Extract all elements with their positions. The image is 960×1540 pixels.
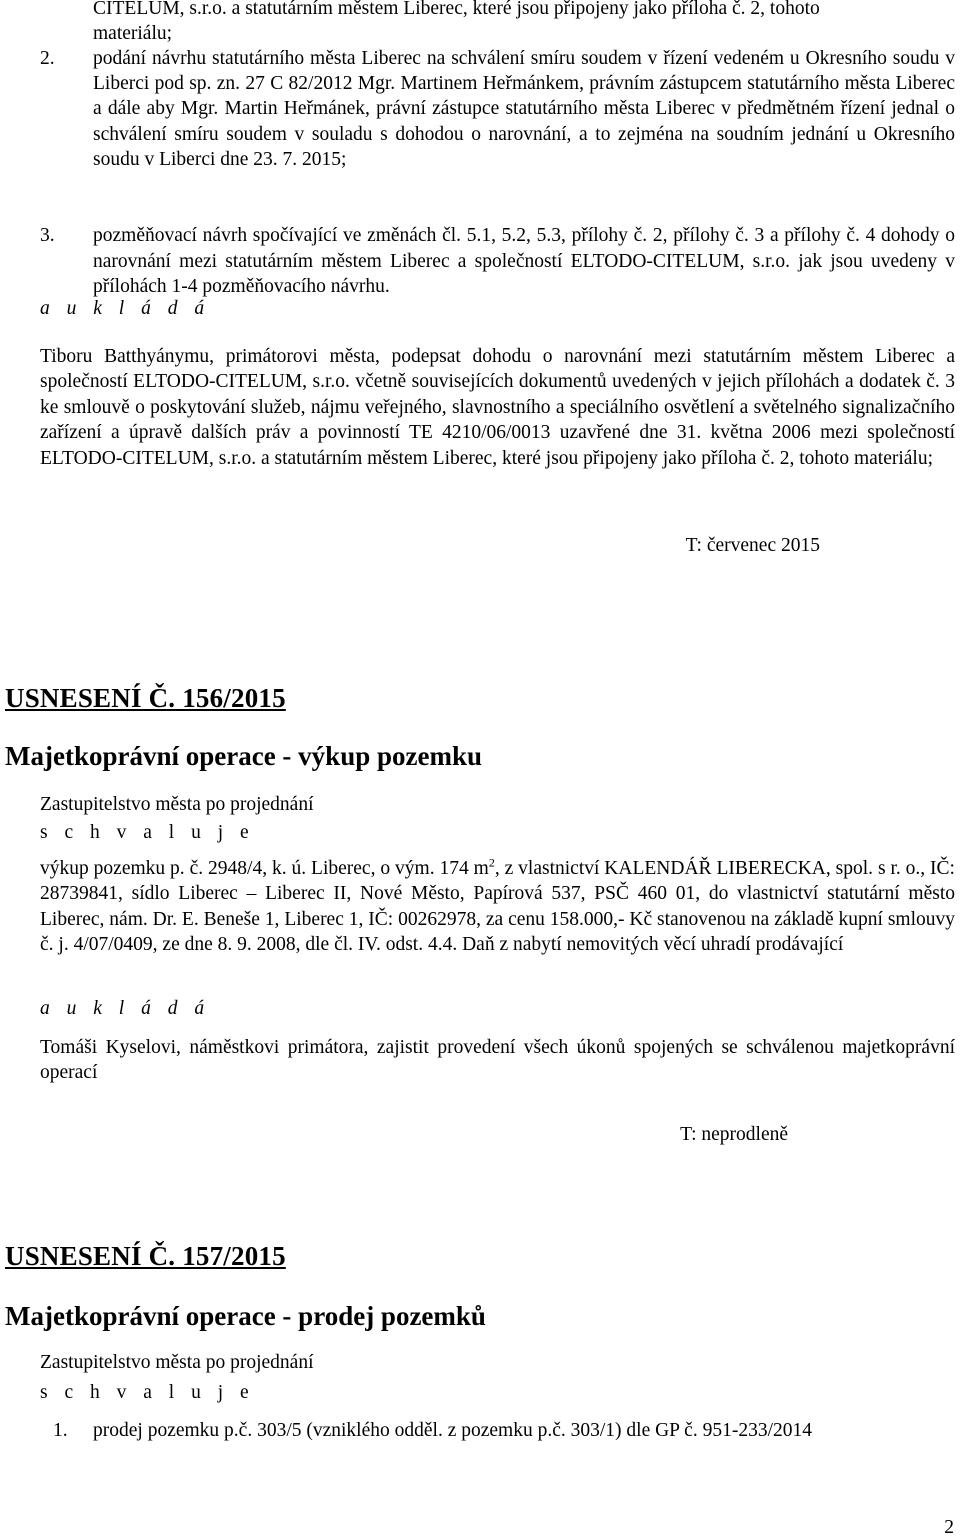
deadline: T: neprodleně xyxy=(680,1124,788,1145)
resolution-intro: Zastupitelstvo města po projednání xyxy=(40,794,314,815)
resolution-intro: Zastupitelstvo města po projednání xyxy=(40,1352,314,1373)
resolution-text xyxy=(40,856,955,958)
resolution-subject: Majetkoprávní operace - prodej pozemků xyxy=(5,1301,486,1331)
list-item-text: podání návrhu statutárního města Liberec na schválení smíru soudem v řízení vedeném u Okresního soudu v Liberci pod sp. zn. 27 C 82/2012 Mgr. Martinem Heřmánkem, právním zástupcem statutárního města Liberec a dále aby Mgr. Martin Heřmánek, právní zástupce statutárního města Liberec v předmětném řízení jednal o schválení smíru soudem v souladu s dohodou o narovnání, a to zejména na soudním jednání u Okresního soudu v Liberci dne 23. 7. 2015; xyxy=(93,48,955,170)
resolution-title: USNESENÍ Č. 157/2015 xyxy=(5,1241,286,1271)
continuation-line: CITELUM, s.r.o. a statutárním městem Liberec, které jsou připojeny jako příloha č. 2, tohoto xyxy=(93,0,820,19)
page-number: 2 xyxy=(944,1517,954,1538)
ukladá-label: a u k l á d á xyxy=(40,998,211,1019)
resolution-subject: Majetkoprávní operace - výkup pozemku xyxy=(5,741,482,771)
ukladá-text: Tomáši Kyselovi, náměstkovi primátora, zajistit provedení všech úkonů spojených se schválenou majetkoprávní operací xyxy=(40,1037,955,1084)
list-item-text: prodej pozemku p.č. 303/5 (vzniklého odděl. z pozemku p.č. 303/1) dle GP č. 951-233/2014 xyxy=(93,1420,812,1441)
ukladá-label: a u k l á d á xyxy=(40,298,211,319)
resolution-text-part: výkup pozemku p. č. 2948/4, k. ú. Liberec, o vým. 174 m xyxy=(40,858,489,879)
resolution-text-part: , z vlastnictví KALENDÁŘ LIBERECKA, spol. s r. o., IČ: 28739841, sídlo Liberec – Liberec II, Nové Město, Papírová 537, PSČ 460 01, do vlastnictví statutární město Liberec, nám. Dr. E. Beneše 1, Liberec 1, IČ: 00262978, za cenu 158.000,- Kč stanovenou na základě kupní smlouvy č. j. 4/07/0409, ze dne 8. 9. 2008, dle čl. IV. odst. 4.4. Daň z nabytí nemovitých věcí uhradí prodávající xyxy=(40,858,955,956)
superscript: 2 xyxy=(488,855,495,870)
list-item-number: 3. xyxy=(40,225,55,246)
list-item-number: 2. xyxy=(40,48,55,69)
list-item-number: 1. xyxy=(53,1420,68,1441)
schvaluje-label: s c h v a l u j e xyxy=(40,1382,255,1403)
ukladá-text: Tiboru Batthyánymu, primátorovi města, podepsat dohodu o narovnání mezi statutárním městem Liberec a společností ELTODO-CITELUM, s.r.o. včetně souvisejících dokumentů uvedených v jejich přílohách a dodatek č. 3 ke smlouvě o poskytování služeb, nájmu veřejného, slavnostního a speciálního osvětlení a světelného signalizačního zařízení a úpravě dalších práv a povinností TE 4210/06/0013 uzavřené dne 31. května 2006 mezi společností ELTODO-CITELUM, s.r.o. a statutárním městem Liberec, které jsou připojeny jako příloha č. 2, tohoto materiálu; xyxy=(40,346,955,469)
list-item-text: pozměňovací návrh spočívající ve změnách čl. 5.1, 5.2, 5.3, přílohy č. 2, přílohy č. 3 a přílohy č. 4 dohody o narovnání mezi statutárním městem Liberec a společností ELTODO-CITELUM, s.r.o. jak jsou uvedeny v přílohách 1-4 pozměňovacího návrhu. xyxy=(93,225,955,297)
deadline: T: červenec 2015 xyxy=(685,535,820,556)
continuation-line: materiálu; xyxy=(93,23,173,44)
resolution-title: USNESENÍ Č. 156/2015 xyxy=(5,683,286,713)
schvaluje-label: s c h v a l u j e xyxy=(40,822,255,843)
